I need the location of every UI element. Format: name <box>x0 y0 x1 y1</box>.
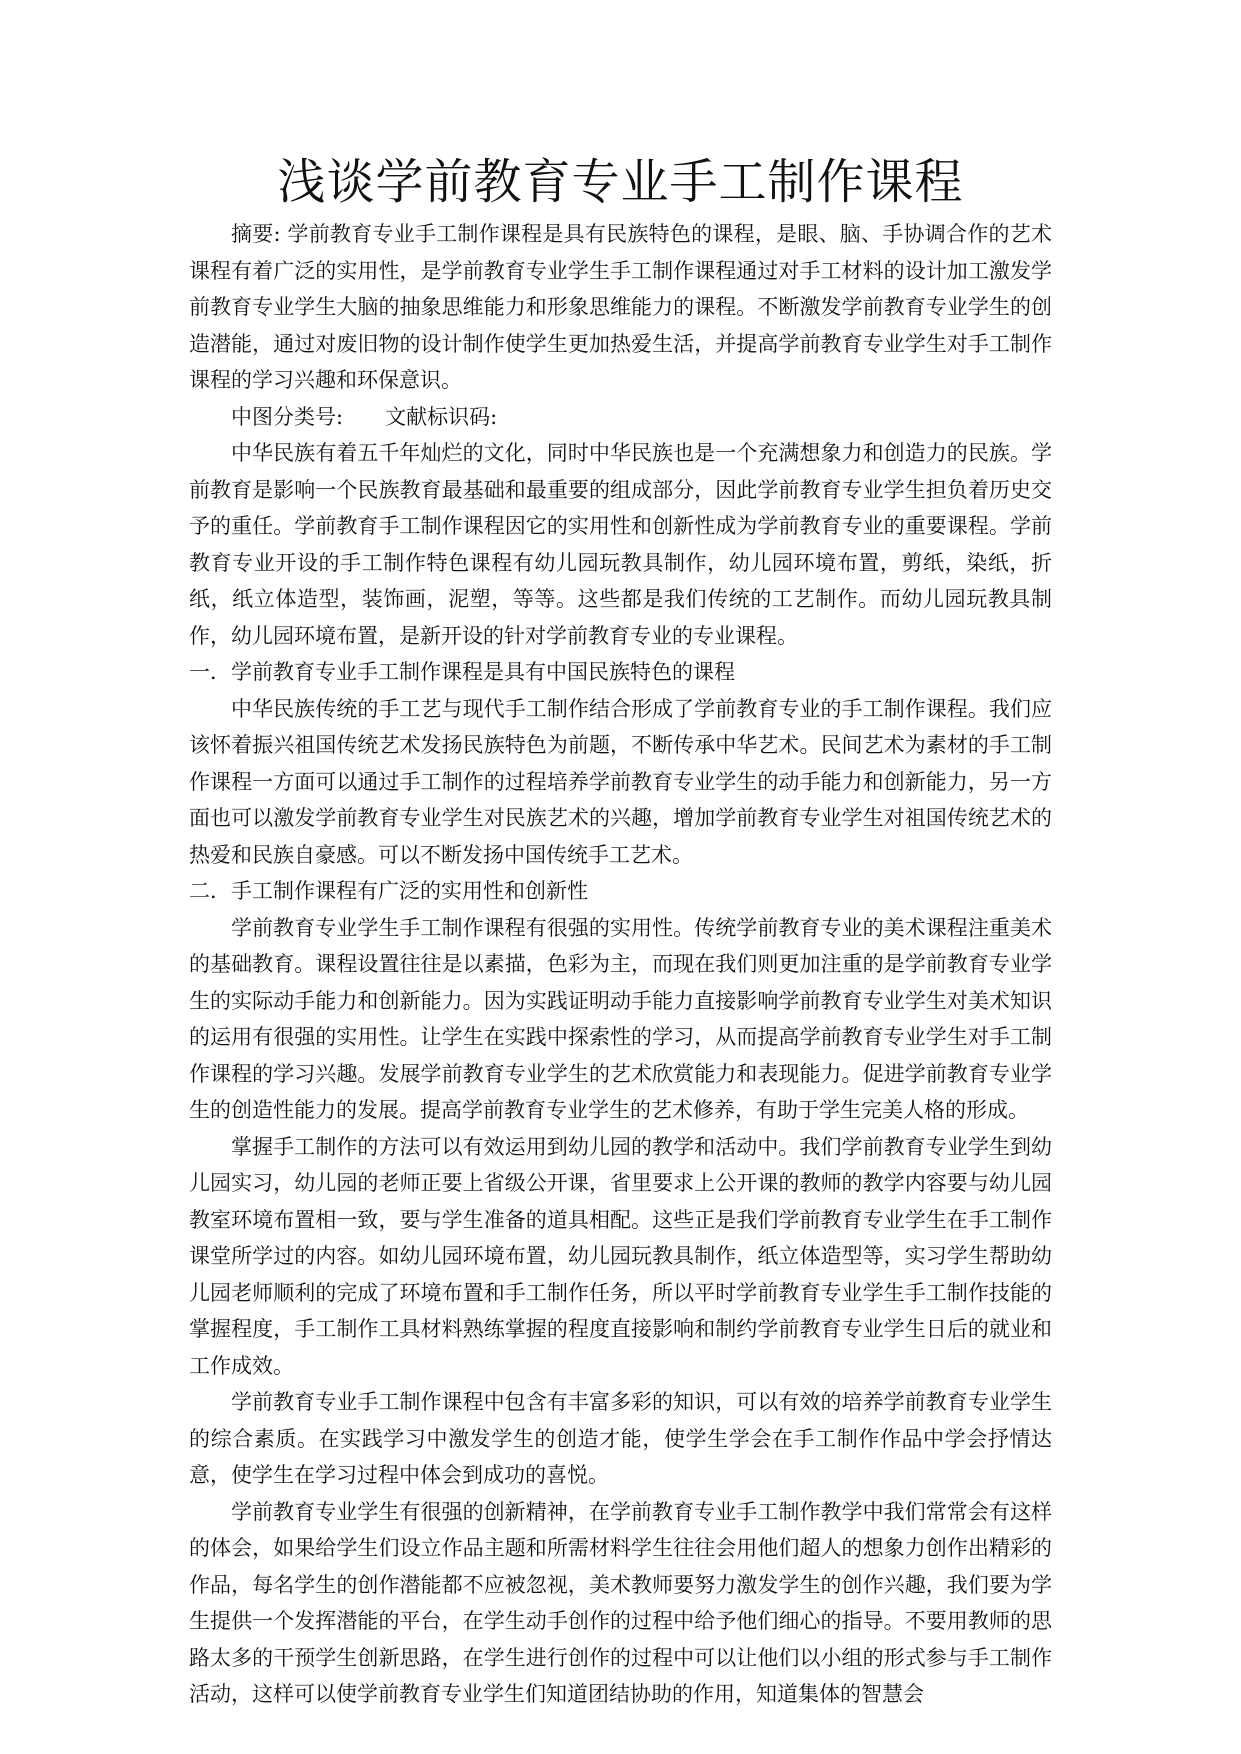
section-2-paragraph-4: 学前教育专业学生有很强的创新精神，在学前教育专业手工制作教学中我们常常会有这样的体会，如果给学生们设立作品主题和所需材料学生往往会用他们超人的想象力创作出精彩的作品，每名学生的创作潜能都不应被忽视，美术教师要努力激发学生的创作兴趣，我们要为学生提供一个发挥潜能的平台，在学生动手创作的过程中给予他们细心的指导。不要用教师的思路太多的干预学生创新思路，在学生进行创作的过程中可以让他们以小组的形式参与手工制作活动，这样可以使学前教育专业学生们知道团结协助的作用，知道集体的智慧会 <box>189 1499 1052 1706</box>
document-code-label: 文献标识码: <box>385 404 498 429</box>
section-1-paragraph: 中华民族传统的手工艺与现代手工制作结合形成了学前教育专业的手工制作课程。我们应该怀着振兴祖国传统艺术发扬民族特色为前题，不断传承中华艺术。民间艺术为素材的手工制作课程一方面可以通过手工制作的过程培养学前教育专业学生的动手能力和创新能力，另一方面也可以激发学前教育专业学生对民族艺术的兴趣，增加学前教育专业学生对祖国传统艺术的热爱和民族自豪感。可以不断发扬中国传统手工艺术。 <box>189 696 1052 867</box>
section-2-paragraph-2: 掌握手工制作的方法可以有效运用到幼儿园的教学和活动中。我们学前教育专业学生到幼儿园实习，幼儿园的老师正要上省级公开课，省里要求上公开课的教师的教学内容要与幼儿园教室环境布置相一致，要与学生准备的道具相配。这些正是我们学前教育专业学生在手工制作课堂所学过的内容。如幼儿园环境布置，幼儿园玩教具制作，纸立体造型等，实习学生帮助幼儿园老师顺利的完成了环境布置和手工制作任务，所以平时学前教育专业学生手工制作技能的掌握程度，手工制作工具材料熟练掌握的程度直接影响和制约学前教育专业学生日后的就业和工作成效。 <box>189 1134 1052 1378</box>
classification-label: 中图分类号: <box>231 404 344 429</box>
section-2-heading: 二．手工制作课程有广泛的实用性和创新性 <box>189 879 588 903</box>
section-2-paragraph-1: 学前教育专业学生手工制作课程有很强的实用性。传统学前教育专业的美术课程注重美术的基础教育。课程设置往往是以素描，色彩为主，而现在我们则更加注重的是学前教育专业学生的实际动手能力和创新能力。因为实践证明动手能力直接影响学前教育专业学生对美术知识的运用有很强的实用性。让学生在实践中探索性的学习，从而提高学前教育专业学生对手工制作课程的学习兴趣。发展学前教育专业学生的艺术欣赏能力和表现能力。促进学前教育专业学生的创造性能力的发展。提高学前教育专业学生的艺术修养，有助于学生完美人格的形成。 <box>189 915 1052 1122</box>
abstract-paragraph: 摘要: 学前教育专业手工制作课程是具有民族特色的课程，是眼、脑、手协调合作的艺术课程有着广泛的实用性，是学前教育专业学生手工制作课程通过对手工材料的设计加工激发学前教育专业学生大脑的抽象思维能力和形象思维能力的课程。不断激发学前教育专业学生的创造潜能，通过对废旧物的设计制作使学生更加热爱生活，并提高学前教育专业学生对手工制作课程的学习兴趣和环保意识。 <box>189 222 1052 392</box>
document-body <box>189 216 1052 1713</box>
classification-line <box>189 399 1052 436</box>
section-2-paragraph-3: 学前教育专业手工制作课程中包含有丰富多彩的知识，可以有效的培养学前教育专业学生的综合素质。在实践学习中激发学生的创造才能，使学生学会在手工制作作品中学会抒情达意，使学生在学习过程中体会到成功的喜悦。 <box>189 1390 1052 1487</box>
intro-paragraph: 中华民族有着五千年灿烂的文化，同时中华民族也是一个充满想象力和创造力的民族。学前教育是影响一个民族教育最基础和最重要的组成部分，因此学前教育专业学生担负着历史交予的重任。学前教育手工制作课程因它的实用性和创新性成为学前教育专业的重要课程。学前教育专业开设的手工制作特色课程有幼儿园玩教具制作，幼儿园环境布置，剪纸，染纸，折纸，纸立体造型，装饰画，泥塑，等等。这些都是我们传统的工艺制作。而幼儿园玩教具制作，幼儿园环境布置，是新开设的针对学前教育专业的专业课程。 <box>189 441 1052 648</box>
section-1-heading: 一．学前教育专业手工制作课程是具有中国民族特色的课程 <box>189 660 735 684</box>
document-title: 浅谈学前教育专业手工制作课程 <box>277 154 964 210</box>
